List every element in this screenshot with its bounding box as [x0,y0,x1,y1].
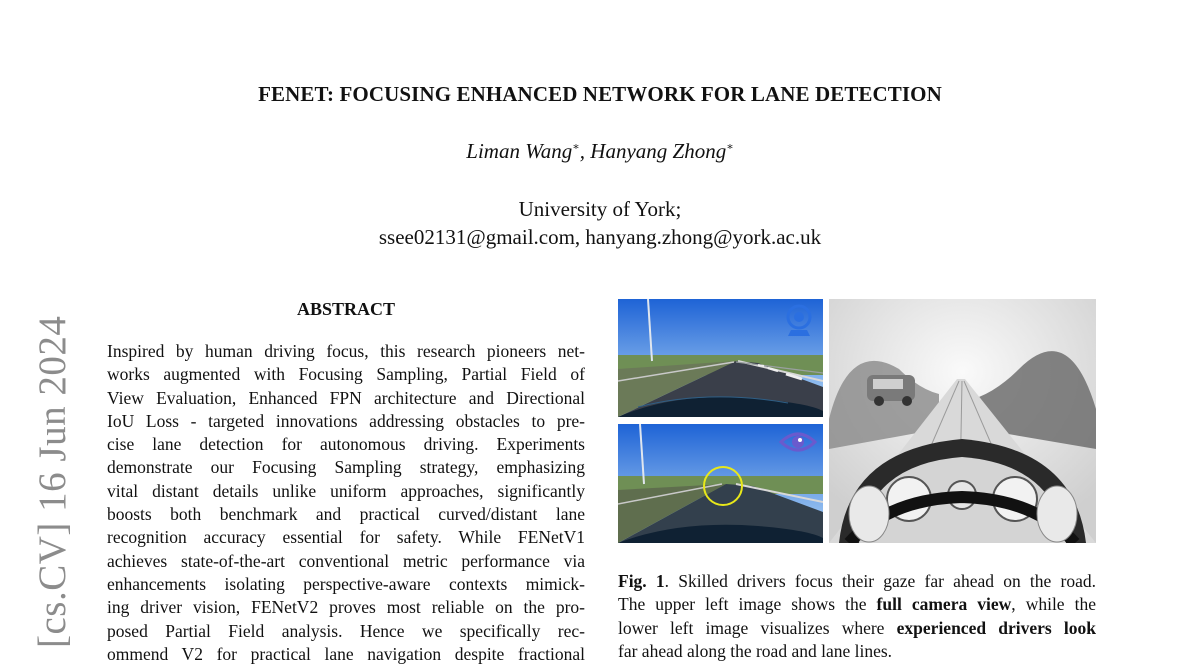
author-list [0,139,1200,164]
affiliation-block [0,195,1200,251]
caption-emphasis: experienced drivers look [896,617,1097,638]
abstract-line: posed Partial Field analysis. Hence we specifically rec- [107,620,585,641]
caption-line [618,570,1096,593]
camera-view-image [618,299,823,417]
abstract-body [107,340,585,666]
caption-emphasis: full camera view [876,594,1012,615]
author-name: Liman Wang [466,139,573,163]
page-title: FENET: FOCUSING ENHANCED NETWORK FOR LANE DETECTION [258,82,942,106]
abstract-line: ommend V2 for practical lane navigation despite fractional [107,643,585,664]
figure-1 [618,299,1096,543]
abstract-line: boosts both benchmark and practical curved/distant lane [107,504,585,525]
abstract-line: cise lane detection for autonomous driving. Experiments [107,434,585,455]
abstract-line: recognition accuracy essential for safety. While FENetV1 [107,527,585,548]
figure-label: Fig. 1 [618,571,665,591]
author-name: Hanyang Zhong [590,139,727,163]
caption-line [618,617,1096,640]
caption-text: far ahead along the road and lane lines. [618,640,893,661]
webcam-icon [785,304,813,338]
eye-icon [779,429,817,455]
abstract-line: vital distant details unlike uniform approaches, significantly [107,480,585,501]
abstract-line: IoU Loss - targeted innovations addressing obstacles to pre- [107,410,585,431]
abstract-line: View Evaluation, Enhanced FPN architecture and Directional [107,387,585,408]
caption-text: lower left image visualizes where [618,617,897,638]
figure-caption [618,570,1096,663]
caption-text: The upper left image shows the [618,594,877,615]
caption-text: . Skilled drivers focus their gaze far ahead on the road. [664,571,1096,591]
driver-perspective-sketch [829,299,1096,543]
abstract-line: ing driver vision, FENetV2 proves most reliable on the pro- [107,597,585,618]
author-marker: ∗ [572,141,580,153]
abstract-line: Inspired by human driving focus, this research pioneers net- [107,341,585,361]
caption-text: , while the [1011,594,1096,615]
author-separator: , [579,139,591,163]
abstract-line: achieves state-of-the-art conventional metric performance via [107,550,585,571]
caption-line [618,640,1096,663]
arxiv-identifier: [cs.CV] 16 Jun 2024 [31,315,74,648]
abstract-line: works augmented with Focusing Sampling, Partial Field of [107,364,585,385]
affiliation: University of York; [518,197,682,221]
gaze-focus-circle [703,466,743,506]
abstract-heading: ABSTRACT [296,299,396,319]
caption-line [618,593,1096,616]
driver-focus-image [618,424,823,543]
abstract-line: enhancements isolating perspective-aware contexts mimick- [107,573,585,594]
abstract-line: demonstrate our Focusing Sampling strategy, emphasizing [107,457,585,478]
author-emails: ssee02131@gmail.com, hanyang.zhong@york.ac.uk [378,225,822,249]
author-marker: ∗ [726,141,734,153]
